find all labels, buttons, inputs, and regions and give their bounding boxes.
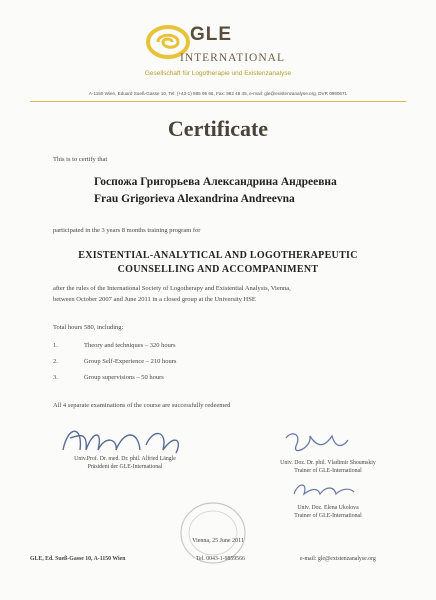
program-title-line1: EXISTENTIAL-ANALYTICAL AND LOGOTHERAPEUTIC	[78, 250, 358, 261]
hours-item-text: Theory and techniques – 320 hours	[84, 342, 176, 349]
footer-tel: Tel. 0043-1-9859566	[196, 556, 245, 562]
signature-shoumskiy-icon	[282, 428, 352, 462]
signer-name-langle: Univ.Prof. Dr. med. Dr. phil. Alfried Längle	[74, 456, 176, 462]
hours-item-num: 2.	[53, 358, 58, 365]
rules-line-2: between October 2007 and June 2011 in a closed group at the University HSE	[53, 295, 256, 303]
signature-ukolova-block	[238, 505, 418, 520]
header-divider	[30, 101, 406, 102]
hours-item-text: Group supervisions – 50 hours	[84, 374, 164, 381]
signature-langle-icon	[58, 420, 188, 460]
hours-item-num: 1.	[53, 342, 58, 349]
certificate-title: Certificate	[167, 116, 269, 141]
rules-text	[53, 284, 393, 305]
total-hours: Total hours 580, including:	[53, 324, 124, 331]
intro-text: This is to certify that	[53, 156, 108, 163]
hours-item-text: Group Self-Experience – 210 hours	[84, 358, 177, 365]
program-title-line2: COUNSELLING AND ACCOMPANIMENT	[117, 264, 319, 275]
recipient-name-en: Frau Grigorieva Alexandrina Andreevna	[94, 193, 295, 205]
hours-item-num: 3.	[53, 374, 58, 381]
recipient-name-ru: Госпожа Григорьева Александрина Андреевна	[94, 176, 337, 188]
footer-email: e-mail: gle@existenzanalyse.org	[300, 556, 376, 562]
contact-line: A-1150 Wien, Eduard Sueß-Gasse 10, Tel. (+43-1) 985 95 66, Fax: 982 48 45, e-mail: gle@existenzanalyse.org, DVR 0990671	[88, 91, 348, 96]
footer-address: GLE, Ed. Sueß-Gasse 10, A-1150 Wien	[30, 556, 126, 562]
exams-text: All 4 separate examinations of the course are successfully redeemed	[53, 402, 231, 409]
signature-ukolova-icon	[290, 478, 360, 502]
issue-date: Vienna, 25 June 2011	[192, 538, 244, 544]
signer-role-ukolova: Trainer of GLE-International	[294, 512, 362, 519]
participated-text: participated in the 3 years 8 months training program for	[53, 227, 201, 234]
signer-role-shoumskiy: Trainer of GLE-International	[294, 467, 362, 474]
signer-role-langle: Präsident der GLE-International	[87, 463, 163, 470]
rules-line-1: after the rules of the International Society of Logotherapy and Existential Analysis, Vienna,	[53, 285, 291, 292]
signature-shoumskiy-block	[238, 460, 418, 475]
org-subtitle: INTERNATIONAL	[180, 52, 285, 64]
signature-langle-block	[40, 456, 210, 471]
signer-name-shoumskiy: Univ. Doz. Dr. phil. Vladimir Shoumskiy	[280, 460, 376, 466]
org-tagline: Gesellschaft für Logotherapie und Existenzanalyse	[144, 70, 292, 77]
signer-name-ukolova: Univ. Doz. Elena Ukolova	[297, 505, 359, 511]
org-name: GLE	[190, 24, 233, 45]
